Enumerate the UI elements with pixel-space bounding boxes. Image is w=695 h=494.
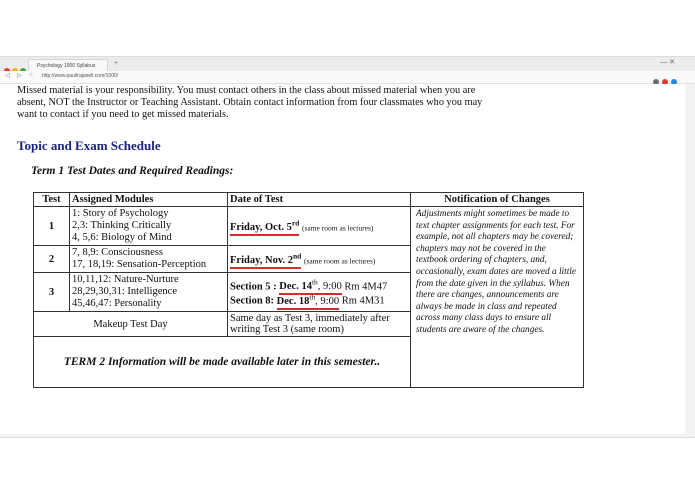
term-2-notice: TERM 2 Information will be made available later in this semester.. — [34, 337, 411, 388]
module-line: 28,29,30,31: Intelligence — [72, 286, 177, 297]
forward-icon[interactable]: ▷ — [17, 73, 22, 79]
makeup-label: Makeup Test Day — [34, 312, 228, 337]
test-number: 3 — [34, 273, 70, 312]
section-5-line: Section 5 : Dec. 14th, 9:00 Rm 4M47 — [230, 278, 408, 293]
date-cell — [228, 246, 411, 273]
module-line: 45,46,47: Personality — [72, 298, 162, 309]
date-note: (same room as lectures) — [301, 223, 374, 233]
modules-cell — [70, 207, 228, 246]
tab-title: Psychology 1000 Syllabus — [37, 63, 96, 69]
back-icon[interactable]: ◁ — [5, 73, 10, 79]
date-cell — [228, 273, 411, 312]
subsection-title: Term 1 Test Dates and Required Readings: — [31, 165, 234, 177]
makeup-date: Same day as Test 3, immediately after writing Test 3 (same room) — [228, 312, 411, 337]
reload-icon[interactable]: ○ — [29, 72, 33, 78]
page-content — [0, 84, 685, 434]
new-tab-button[interactable]: + — [114, 60, 119, 67]
header-notes: Notification of Changes — [411, 193, 584, 207]
window-controls[interactable]: — ✕ — [660, 59, 675, 66]
module-line: 1: Story of Psychology — [72, 208, 169, 219]
module-line: 4, 5,6: Biology of Mind — [72, 232, 172, 243]
test-date: Friday, Nov. 2nd — [230, 255, 301, 269]
modules-cell — [70, 246, 228, 273]
tab-syllabus[interactable] — [28, 59, 108, 71]
date-note: (same room as lectures) — [303, 256, 376, 266]
table-header-row — [34, 193, 584, 207]
module-line: 2,3: Thinking Critically — [72, 220, 172, 231]
module-line: 10,11,12: Nature-Nurture — [72, 274, 179, 285]
schedule-table — [33, 192, 584, 388]
module-line: 17, 18,19: Sensation-Perception — [72, 259, 207, 270]
notification-of-changes: Adjustments might sometimes be made to text chapter assignments for each test. For example, not all chapters may be covered; chapters may not be covered in the textbook ordering of chapters, and, occasionally, exam dates are moved a little from the date given in the syllabus. When there are changes, announcements are always be made in class and repeated across many class days to ensure all students are aware of the changes. — [411, 207, 584, 388]
header-modules: Assigned Modules — [70, 193, 228, 207]
test-date: Friday, Oct. 5rd — [230, 222, 299, 236]
module-line: 7, 8,9: Consciousness — [72, 247, 164, 258]
section-title: Topic and Exam Schedule — [17, 138, 161, 153]
date-cell — [228, 207, 411, 246]
table-row — [34, 207, 584, 246]
modules-cell — [70, 273, 228, 312]
section-8-line: Section 8: Dec. 18th, 9:00 Rm 4M31 — [230, 292, 408, 307]
test-number: 1 — [34, 207, 70, 246]
test-number: 2 — [34, 246, 70, 273]
header-date: Date of Test — [228, 193, 411, 207]
url-field[interactable]: http://www.paultrajanell.com/1000/ — [42, 73, 119, 79]
missed-material-paragraph: Missed material is your responsibility. You must contact others in the class about missed material when you are absent, NOT the Instructor or Teaching Assistant. Obtain contact information from four classmates who you may want to contact if you need to get missed materials. — [17, 85, 483, 120]
header-test: Test — [34, 193, 70, 207]
